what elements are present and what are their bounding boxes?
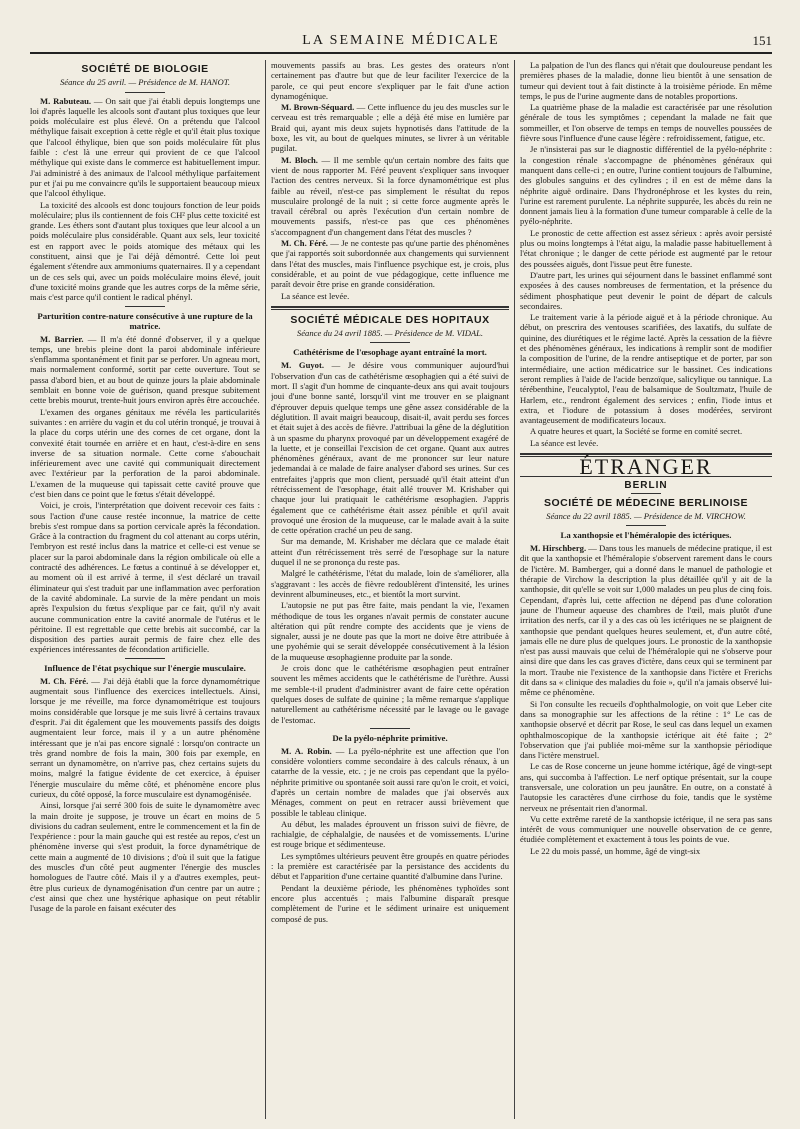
speaker-name: M. Hirschberg. bbox=[530, 543, 587, 554]
speech-text: — J'ai déjà établi que la force dynamométrique augmentait sous l'influence des exercices intellectuels. Ainsi, lorsque je me réveille, ma force dynamométrique est toujours moins considérable que lorsque je me suis livré à certains travaux d'esprit. J'ai dit également que les mouvements passifs des doigts augmentaient leur force, mais il y a un autre phénomène intéressant que je n'ai pas encore signalé : lorsqu'on contracte un très grand nombre de fois la main, 300 fois par exemple, en serrant un dynamomètre, on n'arrive pas, chez certains sujets du moins, malgré la fatigue évidente de cet exercice, à épuiser l'énergie musculaire du même côté, et phénomène encore plus curieux, du côté opposé, la force musculaire est dynamogénisée. bbox=[30, 675, 260, 799]
rule bbox=[271, 306, 509, 310]
section-title: SOCIÉTÉ DE MÉDECINE BERLINOISE bbox=[543, 496, 749, 509]
rule bbox=[125, 306, 165, 307]
speaker-name: M. Brown-Séquard. bbox=[281, 102, 355, 113]
article-title: Parturition contre-nature consécutive à une rupture de la matrice. bbox=[37, 310, 253, 331]
paragraph: Malgré le cathétérisme, l'état du malade, loin de s'améliorer, alla s'aggravant : les accès de fièvre redoublèrent d'intensité, les urines devinrent albumineuses, etc., et bientôt la mort survint. bbox=[271, 568, 509, 599]
header-rule bbox=[30, 52, 772, 54]
paragraph: La toxicité des alcools est donc toujours fonction de leur poids moléculaire; plus ils contiennent de fois CH² plus cette toxicité est grande. Les éthers sont d'autant plus toxiques que leur alcool a un poids moléculaire plus considérable. Quant aux sels, leur toxicité est en rapport avec le poids atomique des métaux qui les constituent, ainsi que je l'ai déjà démontré. Cette loi peut également s'étendre aux ammoniums quaternaires. Il y a cependant un de ces sels qui, avec un poids moléculaire moins élevé, jouit d'une toxicité moins grande que les autres corps de la même série, mais c'est parce qu'il contient le radical phényl. bbox=[30, 199, 260, 303]
city-heading: BERLIN bbox=[624, 480, 668, 492]
paragraph bbox=[520, 543, 772, 697]
paragraph bbox=[271, 746, 509, 818]
rule bbox=[125, 92, 165, 93]
rule bbox=[370, 342, 410, 343]
column-divider bbox=[265, 60, 266, 1119]
paragraph: La palpation de l'un des flancs qui n'était que douloureuse pendant les premières phases de la maladie, donne lieu bientôt à une sensation de tumeur qui devient tout à fait distincte à la troisième période. En même temps, le pus de l'urine augmente dans de notables proportions. bbox=[520, 60, 772, 101]
column-1 bbox=[30, 60, 260, 1123]
paragraph: Voici, je crois, l'interprétation que doivent recevoir ces faits : sous l'action d'une cause restée inconnue, la matrice de cette brebis s'est rompue dans sa portion cervicale après la fécondation. Grâce à la contraction du fragment du col attenant au corps utérin, l'embryon est resté inclus dans la matrice et celle-ci est venue se placer sur la paroi abdominale dans la région ombilicale où elle a contracté des adhérences. Le fœtus a continué à se développer et, au moment où il est arrivé à terme, il s'est déclaré un travail éliminateur qui s'est traduit par une inflammation avec perforation de la cavité abdominale. La survie de la mère pendant un mois après l'expulsion du fœtus s'explique par ce fait, qu'il n'y avait aucune communication entre la cavité anormale de l'utérus et le péritoine. Il est regrettable que cette brebis ait succombé, car la disposition des parties aurait permis de faire chez elle des expériences intéressantes de fécondation artificielle. bbox=[30, 500, 260, 655]
session-line: Séance du 25 avril. — Présidence de M. HANOT. bbox=[59, 77, 230, 88]
article-title: Influence de l'état psychique sur l'énergie musculaire. bbox=[44, 662, 246, 673]
paragraph: Le traitement varie à la période aiguë et à la période chronique. Au début, on prescrira des ventouses scarifiées, des laxatifs, du sulfate de quinine, des diurétiques et le régime lacté. Après la cessation de la fièvre et des phénomènes généraux, les indications à remplir sont de modifier la composition de l'urine, de la rendre antiseptique et de porter, par son intermédiaire, une action médicatrice sur le bassinet. Ces indications seront remplies à l'aide de l'acide benzoïque, salicylique ou tannique. La térébenthine, l'eucalyptol, l'eau de balsamique de Soultzmatz, l'huile de Harlem, etc., rendront également des services ; enfin, l'iode intus et extra, et l'iodure de potassium à doses modérées, serviront avantageusement de modificateurs locaux. bbox=[520, 312, 772, 426]
paragraph bbox=[271, 360, 509, 535]
paragraph: Les symptômes ultérieurs peuvent être groupés en quatre périodes : la première est caractérisée par la persistance des accidents du début et l'apparition d'une certaine quantité d'albumine dans l'urine. bbox=[271, 850, 509, 882]
rule bbox=[370, 728, 410, 729]
paragraph bbox=[271, 155, 509, 237]
speech-text: — La pyélo-néphrite est une affection que l'on considère volontiers comme secondaire à des calculs rénaux, à un catarrhe de la vessie, etc. ; je ne crois pas cependant que la pyélo-néphrite primitive ou spontanée soit aussi rare qu'on le croit, et voici, d'après un certain nombre de malades que j'ai observés aux Ménages, comment on peut en retracer aussi brièvement que possible le tableau clinique. bbox=[271, 745, 509, 818]
paragraph: D'autre part, les urines qui séjournent dans le bassinet enflammé sont exposées à des causes nombreuses de fermentation, et la présence du sédiment phosphatique peut devenir le point de départ de calculs secondaires. bbox=[520, 269, 772, 311]
paragraph: Vu cette extrême rareté de la xanthopsie ictérique, il ne sera pas sans intérêt de vous communiquer une nouvelle observation de ce genre, étudiée complètement et exactement à tous les points de vue. bbox=[520, 813, 772, 845]
speaker-name: M. Barrier. bbox=[40, 333, 84, 344]
paragraph: Je n'insisterai pas sur le diagnostic différentiel de la pyélo-néphrite : la congestion rénale s'accompagne de phénomènes généraux qui manquent dans celle-ci ; en outre, l'urine contient toujours de l'albumine, des globules sanguins et des cylindres ; il en est de même dans la néphrite aiguë ordinaire. Dans l'hydronéphrose et les kystes du rein, l'urine est rarement purulente. La néphrite suppurée, les abcès du rein ne donnent jamais lieu à la formation d'une tumeur comparable à celle de la pyélo-néphrite. bbox=[520, 144, 772, 227]
speaker-name: M. A. Robin. bbox=[281, 745, 332, 756]
column-3 bbox=[520, 60, 772, 1123]
article-title: Cathétérisme de l'œsophage ayant entraîné la mort. bbox=[293, 347, 487, 358]
paragraph: L'examen des organes génitaux me révéla les particularités suivantes : en arrière du vagin et du col utérin tronqué, je trouvai à la place du corps utérin une des cornes de cet organe, dont la convexité était tournée en arrière et en haut, c'est-à-dire en sens inverse de sa situation normale. Cette corne s'abouchait inférieurement avec une cavité qui communiquait directement avec l'extérieur par la perforation de la paroi abdominale. L'examen de la muqueuse qui tapissait cette cavité prouve que c'est bien dans ce point que le fœtus s'était développé. bbox=[30, 406, 260, 499]
speaker-name: M. Rabuteau. bbox=[40, 95, 92, 106]
paragraph: Pendant la deuxième période, les phénomènes typhoïdes sont encore plus accentués ; mais l'albumine disparaît presque complètement de l'urine et le sédiment urinaire est uniquement composé de pus. bbox=[271, 882, 509, 924]
rule bbox=[626, 525, 666, 526]
paragraph: Si l'on consulte les recueils d'ophthalmologie, on voit que Leber cite dans sa monographie sur les affections de la rétine : 1° Le cas de xanthopsie observé et décrit par Rose, le seul cas dans lequel un examen ophthalmoscopique de la xanthopsie ictérique ait été faite ; 2° l'observation que j'ai publiée moi-même sur la xanthopsie périodique dans l'ictère menstruel. bbox=[520, 698, 772, 761]
speech-text: — Dans tous les manuels de médecine pratique, il est dit que la xanthopsie et l'héméralopie s'observent rarement dans le cours de l'ictère. M. Bamberger, qui a donné dans le manuel de pathologie et thérapie de Virchow la description la plus détaillée qu'il y ait de la xanthopsie, dit qu'elle se voit sur 1,000 malades un peu plus de cinq fois. Cependant, d'après lui, cette affection ne dépend pas d'une coloration jaune de l'humeur aqueuse des chambres de l'œil, mais plutôt d'une irritation des nerfs, car il y a des cas où les ictériques ne se plaignent de xanthopsie que pendant quelques heures seulement, et, d'un autre côté, jamais elle ne dure plus de quelques jours. Le pronostic de la xanthopsie n'est pas aussi mauvais que celui de l'héméralopie qui ne s'observe pour ainsi dire que dans les cas graves d'ictère, dans ceux qui se terminent par la mort. Traube nie l'existence de la xanthopsie dans l'ictère et Frerichs dit dans sa « clinique des maladies du foie », qu'il n'a jamais observé lui-même ce phénomène. bbox=[520, 543, 772, 698]
column-2 bbox=[271, 60, 509, 1123]
running-header bbox=[30, 33, 772, 51]
paragraph: La quatrième phase de la maladie est caractérisée par une résolution générale de tous les symptômes ; cependant la malade ne fait que sommeiller, et l'on observe de temps en temps de nouvelles poussées de fièvre sous l'influence d'une cause légère : refroidissement, fatigue, etc. bbox=[520, 102, 772, 144]
speech-text: — Je ne conteste pas qu'une partie des phénomènes que j'ai rapportés soit subordonnée aux changements qui surviennent dans l'état des muscles, mais l'influence psychique est, je crois, plus considérable, et au point de vue pédagogique, cette influence me paraît devoir être prise en grande considération. bbox=[271, 238, 509, 290]
speech-text: — Je désire vous communiquer aujourd'hui l'observation d'un cas de cathétérisme œsophagien qui a été suivi de mort. Il s'agit d'un homme de cinquante-deux ans qui avait toujours joui d'une bonne santé, lorsqu'il vint me trouver en se plaignant d'éprouver depuis quelque temps une gêne assez considérable de la déglutition. Il avait maigri beaucoup, disait-il, avait perdu ses forces et était sujet à des accès de fièvre. J'attribuai la gêne de la déglutition à un spasme du pharynx provoqué par un développement exagéré de la luette, et je conseillai l'excision de cet organe. Quant aux autres phénomènes généraux, avant de me prononcer sur leur nature jedemandai à ce malade de faire analyser d'abord ses urines. Sur ces entrefaites j'appris que mon client, persuadé qu'il était atteint d'un rétrécissement de l'œsophage, était allé trouver M. Krishaber qui chaque jour lui pratiquait le cathétérisme œsophagien. J'appris également que ce cathétérisme était assez pénible et qu'il avait provoqué une érosion de la muqueuse, car le malade avait à la suite de cette opération craché un peu de sang. bbox=[271, 360, 509, 536]
section-title: SOCIÉTÉ DE BIOLOGIE bbox=[81, 63, 209, 75]
paragraph: Au début, les malades éprouvent un frisson suivi de fièvre, de rachialgie, de céphalalgie, de nausées et de vomissements. L'urine est rouge brique et sédimenteuse. bbox=[271, 818, 509, 850]
paragraph: Sur ma demande, M. Krishaber me déclara que ce malade était atteint d'un rétrécissement très serré de l'œsophage sur la nature duquel il ne se prononça du reste pas. bbox=[271, 536, 509, 568]
paragraph: L'autopsie ne put pas être faite, mais pendant la vie, l'examen méthodique de tous les organes n'avait permis de constater aucune altération qui pût rendre compte des accidents que je viens de signaler, aussi je ne doute pas que la mort ne doive être attribuée à une pyohémie qui se serait développée consécutivement à la lésion de la muqueuse œsophagienne produite par la sonde. bbox=[271, 600, 509, 662]
column-divider bbox=[514, 60, 515, 1119]
paragraph: Le pronostic de cette affection est assez sérieux : après avoir persisté plus ou moins longtemps à l'état aigu, la maladie passe habituellement à l'état chronique ; le danger de cette période est augmenté par le retour des poussées aiguës, dont l'issue peut être funeste. bbox=[520, 227, 772, 269]
article-title: La xanthopsie et l'héméralopie des ictériques. bbox=[560, 530, 732, 541]
speech-text: — Cette influence du jeu des muscles sur le cerveau est très remarquable ; elle a déjà été mise en lumière par Braid qui, ayant mis deux sujets hypnotisés dans l'attitude de la boxe, les vit, au bout de quelques minutes, se livrer à un véritable pugilat. bbox=[271, 102, 509, 154]
rule bbox=[125, 658, 165, 659]
session-line: Séance du 24 avril 1885. — Présidence de M. VIDAL. bbox=[296, 328, 484, 339]
paragraph bbox=[271, 238, 509, 289]
paragraph: A quatre heures et quart, la Société se forme en comité secret. bbox=[530, 426, 743, 437]
paragraph: mouvements passifs au bras. Les gestes des orateurs n'ont certainement pas d'autre but que de leur faciliter l'exercice de la parole, ce qui peut encore s'expliquer par le fait d'une action dynamogénique. bbox=[271, 60, 509, 101]
paragraph: Le cas de Rose concerne un jeune homme ictérique, âgé de vingt-sept ans, qui succomba à l'affection. Le nerf optique présentait, sur la coupe transversale, une coloration un peu jaunâtre. En outre, on a constaté à l'autopsie les caractères d'une cirrhose du foie, tandis que le système nerveux ne présentait rien d'anormal. bbox=[520, 761, 772, 813]
paragraph bbox=[30, 96, 260, 199]
article-title: De la pyélo-néphrite primitive. bbox=[332, 732, 448, 743]
speech-text: — Il m'a été donné d'observer, il y a quelque temps, une brebis pleine dont la paroi abdominale inférieure s'enflamma spontanément et finit par se perforer. Un agneau mort, mais normalement conformé, sortit par cette ouverture. Tout se passa d'abord bien, et au bout de quinze jours la plaie abdominale semblait en bonne voie de guérison, quand presque subitement cette brebis mourut, trente-huit jours environ après être accouchée. bbox=[30, 333, 260, 406]
page-number: 151 bbox=[752, 33, 772, 48]
speaker-name: M. Ch. Féré. bbox=[281, 238, 328, 249]
speech-text: — Il me semble qu'un certain nombre des faits que vient de nous rapporter M. Féré peuvent s'expliquer sans invoquer l'action des centres nerveux. Si la force dynamométrique est plus faible au réveil, n'est-ce pas simplement le résultat du repos musculaire prolongé de la nuit ; si cette force augmente après le travail cérébral ou après l'exécution d'un certain nombre de mouvements passifs, n'est-ce pas que ces phénomènes s'accompagnent d'un changement dans l'état des muscles ? bbox=[271, 154, 509, 237]
speech-text: — On sait que j'ai établi depuis longtemps une loi d'après laquelle les alcools sont d'autant plus toxiques que leur poids moléculaire est plus élevé. On a prétendu que l'alcool méthylique faisait exception à cette règle et qu'il était plus toxique que l'alcool éthylique, bien que son poids moléculaire fût plus faible : c'est là une erreur qui provient de ce que l'alcool méthylique qui existe dans le commerce est habituellement impur. J'ai administré à des animaux de l'alcool méthylique parfaitement pur et j'ai pu me convaincre qu'ils le supportaient beaucoup mieux que l'alcool éthylique. bbox=[30, 95, 260, 199]
speaker-name: M. Guyot. bbox=[281, 360, 324, 371]
paragraph bbox=[30, 334, 260, 406]
speaker-name: M. Bloch. bbox=[281, 154, 318, 165]
closing-line: La séance est levée. bbox=[530, 437, 599, 448]
session-line: Séance du 22 avril 1885. — Présidence de M. VIRCHOW. bbox=[546, 510, 746, 521]
closing-line: La séance est levée. bbox=[281, 290, 350, 301]
speaker-name: M. Ch. Féré. bbox=[40, 675, 89, 686]
rule bbox=[631, 493, 661, 494]
paragraph: Le 22 du mois passé, un homme, âgé de vingt-six bbox=[530, 845, 701, 856]
paragraph: Ainsi, lorsque j'ai serré 300 fois de suite le dynamomètre avec la main droite je suppose, je trouve un écart en moins de 5 divisions du cadran seulement, entre le commencement et la fin de l'expérience : pour la main gauche qui est restée au repos, c'est un phénomène inverse qui s'est produit, la force dynamétrique de cette main a augmenté de 10 divisions ; d'où il suit que la fatigue des muscles d'un côté peut augmenter l'énergie des muscles homologues de l'autre côté. Mais il y a d'autres exemples, peut-être plus curieux de dynamogénisation d'un centre par un autre ; c'est ainsi que chez une hystérique aphasique on peut rétablir l'usage de la parole en faisant exécuter des bbox=[30, 800, 260, 914]
section-banner: ÉTRANGER bbox=[579, 453, 713, 479]
journal-title: LA SEMAINE MÉDICALE bbox=[302, 33, 500, 48]
section-title: SOCIÉTÉ MÉDICALE DES HOPITAUX bbox=[290, 313, 490, 326]
paragraph bbox=[271, 102, 509, 153]
paragraph bbox=[30, 676, 260, 800]
paragraph: Je crois donc que le cathétérisme œsophagien peut entraîner souvent les mêmes accidents que le cathétérisme de l'urèthre. Aussi me semble-t-il prudent d'administrer avant de faire cette opération quelques doses de sulfate de quinine ; la même remarque s'applique naturellement au cathétérisme nécessité par le lavage ou le gavage de l'estomac. bbox=[271, 663, 509, 725]
